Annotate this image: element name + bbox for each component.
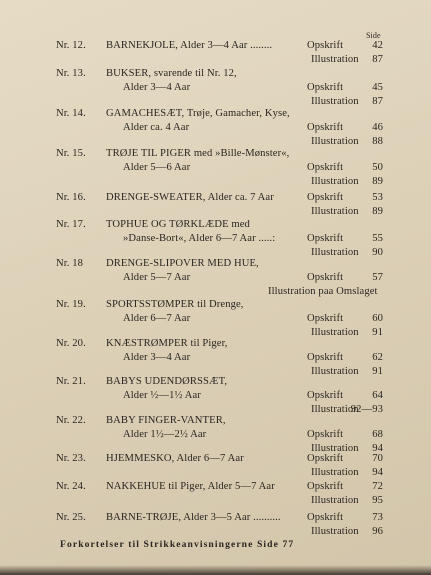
entry-number: Nr. 25.	[56, 512, 86, 523]
illustration-label: Illustration	[311, 495, 359, 506]
entry-subtitle: Alder 3—4 Aar	[123, 352, 191, 363]
opskrift-label: Opskrift	[307, 40, 344, 51]
entry-title: BARNE-TRØJE, Alder 3—5 Aar ..........	[106, 512, 281, 523]
illustration-label: Illustration	[311, 206, 359, 217]
opskrift-page: 57	[372, 272, 383, 283]
entry-subtitle: Alder 6—7 Aar	[123, 313, 191, 324]
opskrift-page: 53	[372, 192, 383, 203]
illustration-page: 96	[372, 526, 383, 537]
illustration-page: 87	[372, 96, 383, 107]
entry-subtitle: Alder ½—1½ Aar	[123, 390, 201, 401]
opskrift-page: 46	[372, 122, 383, 133]
entry-number: Nr. 22.	[56, 415, 86, 426]
entry-number: Nr. 12.	[56, 40, 86, 51]
opskrift-page: 60	[372, 313, 383, 324]
entry-title: BARNEKJOLE, Alder 3—4 Aar ........	[106, 40, 273, 51]
opskrift-label: Opskrift	[307, 352, 344, 363]
entry-number: Nr. 17.	[56, 219, 86, 230]
entry-number: Nr. 20.	[56, 338, 86, 349]
entry-title: HJEMMESKO, Alder 6—7 Aar	[106, 453, 244, 464]
opskrift-label: Opskrift	[307, 192, 344, 203]
entry-subtitle: »Danse-Bort«, Alder 6—7 Aar .....:	[123, 233, 276, 244]
opskrift-page: 45	[372, 82, 383, 93]
illustration-label: Illustration	[311, 176, 359, 187]
illustration-label: Illustration	[311, 366, 359, 377]
illustration-page: 91	[372, 366, 383, 377]
entry-title: DRENGE-SLIPOVER MED HUE,	[106, 258, 259, 269]
entry-number: Nr. 14.	[56, 108, 86, 119]
entry-number: Nr. 21.	[56, 376, 86, 387]
opskrift-label: Opskrift	[307, 481, 344, 492]
illustration-label: Illustration	[311, 327, 359, 338]
entry-title: KNÆSTRØMPER til Piger,	[106, 338, 228, 349]
entry-subtitle: Alder ca. 4 Aar	[123, 122, 190, 133]
opskrift-label: Opskrift	[307, 233, 344, 244]
opskrift-page: 42	[372, 40, 383, 51]
entry-title: TRØJE TIL PIGER med »Bille-Mønster«,	[106, 148, 290, 159]
footer-abbreviations-note: Forkortelser til Strikkeanvisningerne Side 77	[60, 539, 295, 550]
illustration-page: 89	[372, 176, 383, 187]
opskrift-label: Opskrift	[307, 390, 344, 401]
entry-subtitle: Alder 5—6 Aar	[123, 162, 191, 173]
opskrift-page: 70	[372, 453, 383, 464]
opskrift-label: Opskrift	[307, 313, 344, 324]
illustration-page: 89	[372, 206, 383, 217]
page-column-label: Side	[366, 31, 381, 40]
opskrift-page: 62	[372, 352, 383, 363]
opskrift-label: Opskrift	[307, 272, 344, 283]
entry-title: BABY FINGER-VANTER,	[106, 415, 226, 426]
illustration-page: 87	[372, 54, 383, 65]
illustration-label: Illustration	[311, 96, 359, 107]
entry-subtitle: Alder 3—4 Aar	[123, 82, 191, 93]
entry-title: BABYS UDENDØRSSÆT,	[106, 376, 228, 387]
entry-subtitle: Alder 1½—2½ Aar	[123, 429, 207, 440]
illustration-label: Illustration	[311, 136, 359, 147]
entry-title: NAKKEHUE til Piger, Alder 5—7 Aar	[106, 481, 275, 492]
entry-number: Nr. 18	[56, 258, 84, 269]
illustration-page: 95	[372, 495, 383, 506]
illustration-page: 92—93	[350, 404, 383, 415]
entry-title: BUKSER, svarende til Nr. 12,	[106, 68, 237, 79]
illustration-label: Illustration	[311, 247, 359, 258]
opskrift-page: 72	[372, 481, 383, 492]
entry-title: SPORTSSTØMPER til Drenge,	[106, 299, 244, 310]
entry-title: TOPHUE OG TØRKLÆDE med	[106, 219, 250, 230]
opskrift-label: Opskrift	[307, 162, 344, 173]
page-edge-shadow	[0, 565, 431, 575]
opskrift-page: 64	[372, 390, 383, 401]
illustration-page: 94	[372, 443, 383, 454]
opskrift-label: Opskrift	[307, 512, 344, 523]
illustration-label: Illustration	[311, 467, 359, 478]
entry-number: Nr. 13.	[56, 68, 86, 79]
entry-number: Nr. 16.	[56, 192, 86, 203]
illustration-label: Illustration paa Omslaget	[268, 286, 378, 297]
opskrift-page: 50	[372, 162, 383, 173]
entry-number: Nr. 15.	[56, 148, 86, 159]
illustration-label: Illustration	[311, 54, 359, 65]
opskrift-page: 55	[372, 233, 383, 244]
opskrift-label: Opskrift	[307, 82, 344, 93]
illustration-label: Illustration	[311, 526, 359, 537]
entry-number: Nr. 23.	[56, 453, 86, 464]
opskrift-page: 73	[372, 512, 383, 523]
entry-number: Nr. 24.	[56, 481, 86, 492]
illustration-page: 90	[372, 247, 383, 258]
opskrift-label: Opskrift	[307, 453, 344, 464]
illustration-page: 94	[372, 467, 383, 478]
illustration-page: 91	[372, 327, 383, 338]
opskrift-label: Opskrift	[307, 122, 344, 133]
opskrift-label: Opskrift	[307, 429, 344, 440]
entry-title: DRENGE-SWEATER, Alder ca. 7 Aar	[106, 192, 274, 203]
entry-title: GAMACHESÆT, Trøje, Gamacher, Kyse,	[106, 108, 290, 119]
illustration-page: 88	[372, 136, 383, 147]
entry-number: Nr. 19.	[56, 299, 86, 310]
opskrift-page: 68	[372, 429, 383, 440]
illustration-label: Illustration	[311, 443, 359, 454]
entry-subtitle: Alder 5—7 Aar	[123, 272, 191, 283]
illustration-label: Illustration	[311, 404, 359, 415]
